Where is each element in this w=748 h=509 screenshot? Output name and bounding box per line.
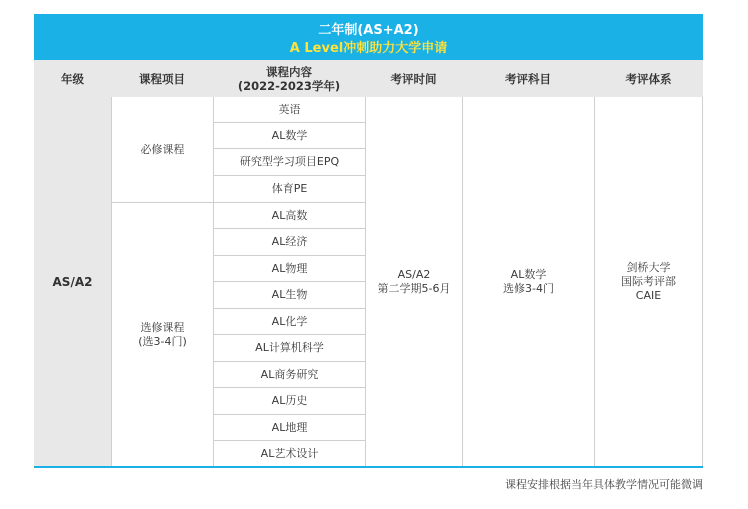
table-banner — [34, 14, 703, 60]
elective-courses-label — [111, 203, 213, 467]
list-item: AL经济 — [213, 229, 365, 256]
list-item: 英语 — [213, 97, 365, 123]
list-item: AL艺术设计 — [213, 441, 365, 467]
header-content — [213, 60, 365, 97]
header-content-year: (2022-2023学年) — [237, 78, 341, 93]
exam-time-period: 第二学期5-6月 — [377, 282, 451, 295]
list-item: AL高数 — [213, 203, 365, 229]
footnote: 课程安排根据当年具体教学情况可能微调 — [505, 478, 703, 491]
required-courses-label: 必修课程 — [111, 97, 213, 203]
exam-system-code: CAIE — [635, 289, 662, 302]
banner-title: 二年制(AS+A2) — [318, 23, 419, 38]
list-item: 体育PE — [213, 176, 365, 203]
list-item: 研究型学习项目EPQ — [213, 149, 365, 176]
list-item: AL生物 — [213, 282, 365, 309]
exam-subject-electives: 选修3-4门 — [503, 282, 554, 295]
list-item: AL物理 — [213, 256, 365, 282]
list-item: AL数学 — [213, 123, 365, 149]
header-grade: 年级 — [34, 60, 111, 97]
header-exam-subject: 考评科目 — [462, 60, 594, 97]
exam-system-cell — [594, 97, 703, 467]
exam-time-cell — [365, 97, 462, 467]
list-item: AL历史 — [213, 388, 365, 415]
exam-time-level: AS/A2 — [397, 268, 431, 281]
header-content-title: 课程内容 — [266, 64, 312, 79]
table-bottom-rule — [34, 466, 703, 468]
list-item: AL地理 — [213, 415, 365, 441]
exam-system-department: 国际考评部 — [621, 275, 676, 288]
exam-system-university: 剑桥大学 — [626, 261, 671, 274]
grade-cell: AS/A2 — [34, 97, 111, 467]
banner-subtitle: A Level冲刺助力大学申请 — [289, 41, 448, 56]
course-table — [34, 60, 703, 467]
exam-subject-cell — [462, 97, 594, 467]
elective-label-note: (选3-4门) — [138, 335, 187, 348]
list-item: AL商务研究 — [213, 362, 365, 388]
elective-label-title: 选修课程 — [140, 321, 185, 334]
exam-subject-main: AL数学 — [510, 268, 547, 281]
list-item: AL计算机科学 — [213, 335, 365, 362]
list-item: AL化学 — [213, 309, 365, 335]
header-exam-system: 考评体系 — [594, 60, 703, 97]
header-exam-time: 考评时间 — [365, 60, 462, 97]
header-project: 课程项目 — [111, 60, 213, 97]
